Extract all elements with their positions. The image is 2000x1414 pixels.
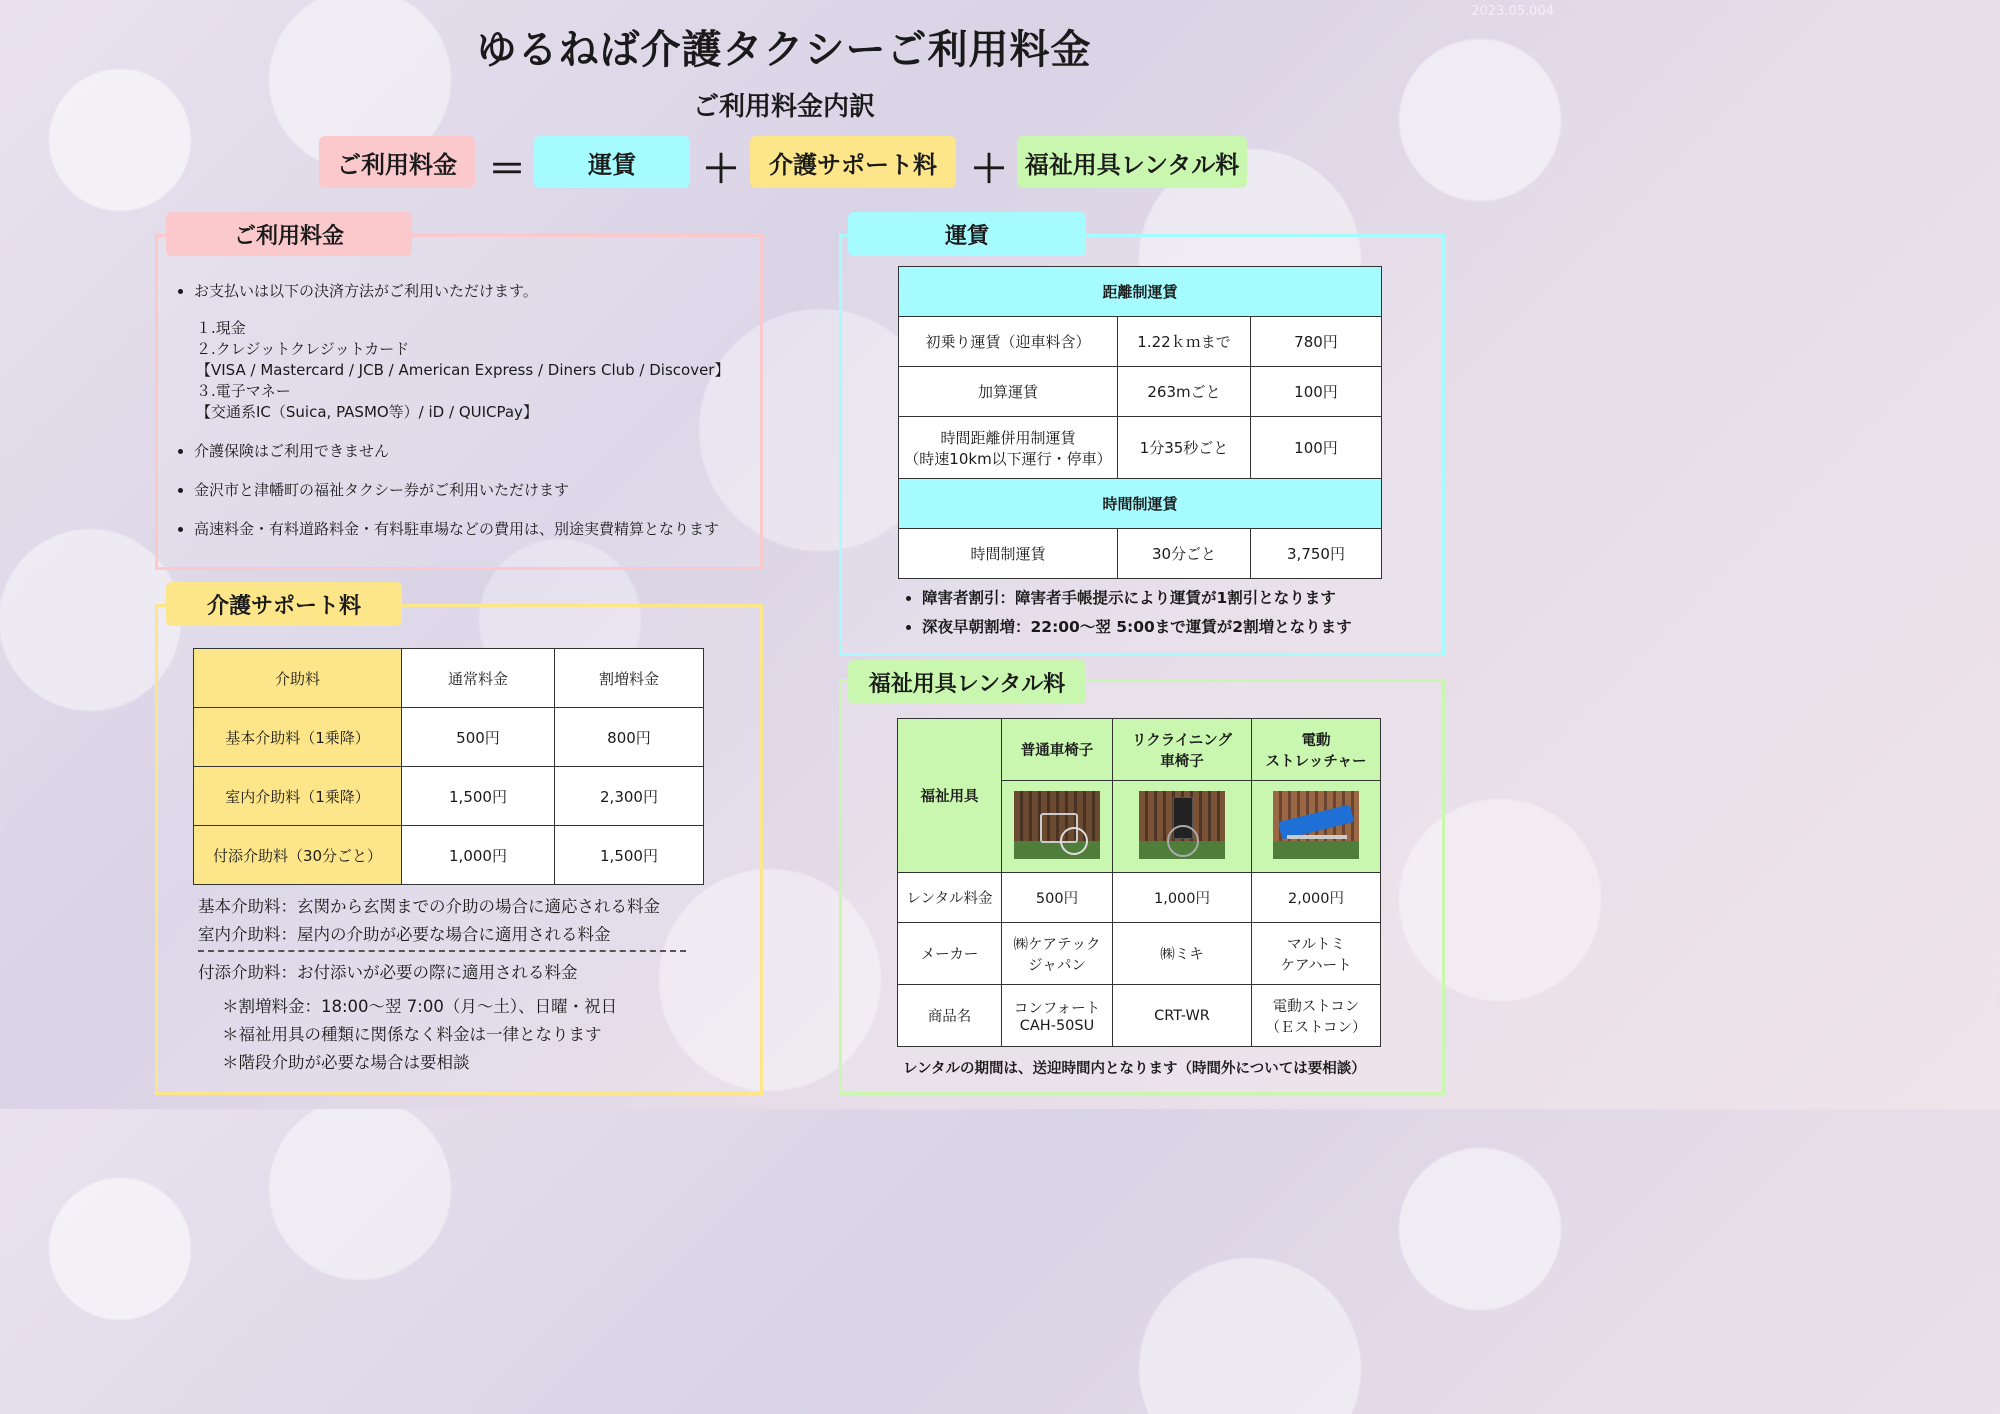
fare-note: • 深夜早朝割増：22:00～翌 5:00まで運賃が2割増となります xyxy=(922,617,1442,638)
rental-price: 1,000円 xyxy=(1113,873,1252,923)
support-desc: 基本介助料：玄関から玄関までの介助の場合に適応される料金 xyxy=(198,897,660,916)
equipment-photo-cell xyxy=(1252,781,1381,873)
support-surcharge-price: 1,500円 xyxy=(555,826,704,885)
fare-price: 780円 xyxy=(1251,317,1382,367)
rental-table xyxy=(897,718,1381,1047)
payment-method: 【交通系IC（Suica, PASMO等）/ iD / QUICPay】 xyxy=(196,403,538,421)
rental-note: レンタルの期間は、送迎時間内となります（時間外については要相談） xyxy=(903,1061,1366,1077)
fare-table xyxy=(898,266,1382,579)
support-header: 介助料 xyxy=(194,649,402,708)
payment-method: ２.クレジットクレジットカード xyxy=(196,340,410,358)
formula-plus-2: ＋ xyxy=(970,147,1009,191)
formula-equals: ＝ xyxy=(488,147,527,191)
support-table xyxy=(193,648,704,885)
maker-label: メーカー xyxy=(898,923,1002,985)
table-row xyxy=(899,417,1382,479)
equipment-photo-cell xyxy=(1002,781,1113,873)
table-row xyxy=(899,317,1382,367)
payment-method: ３.電子マネー xyxy=(196,382,291,400)
formula-support: 介護サポート料 xyxy=(750,136,956,188)
formula-plus-1: ＋ xyxy=(702,147,741,191)
support-note: ＊階段介助が必要な場合は要相談 xyxy=(222,1053,470,1072)
formula-fare: 運賃 xyxy=(534,136,690,188)
support-normal-price: 500円 xyxy=(402,708,555,767)
maker xyxy=(1252,923,1381,985)
fare-tab: 運賃 xyxy=(848,212,1086,256)
fare-price: 100円 xyxy=(1251,367,1382,417)
product-line1: コンフォート xyxy=(1013,1001,1101,1017)
payment-method: １.現金 xyxy=(196,319,246,337)
formula-rental: 福祉用具レンタル料 xyxy=(1017,136,1247,188)
rental-tab: 福祉用具レンタル料 xyxy=(848,660,1086,704)
table-header-row xyxy=(194,649,704,708)
product xyxy=(1002,985,1113,1047)
time-fare-header: 時間制運賃 xyxy=(899,479,1382,529)
reclining-wheelchair-photo xyxy=(1139,791,1225,859)
support-surcharge-price: 2,300円 xyxy=(555,767,704,826)
maker-line2: ジャパン xyxy=(1028,957,1086,974)
page-subtitle: ご利用料金内訳 xyxy=(692,92,875,122)
maker: ㈱ミキ xyxy=(1113,923,1252,985)
table-row xyxy=(898,923,1381,985)
support-normal-price: 1,000円 xyxy=(402,826,555,885)
table-row xyxy=(899,367,1382,417)
payment-intro: お支払いは以下の決済方法がご利用いただけます。 xyxy=(194,282,538,300)
fare-note: • 障害者割引：障害者手帳提示により運賃が1割引となります xyxy=(922,588,1442,609)
equipment-name-line2: 車椅子 xyxy=(1160,753,1204,770)
support-name: 基本介助料（1乗降） xyxy=(194,708,402,767)
support-tab: 介護サポート料 xyxy=(166,582,402,626)
table-row xyxy=(898,985,1381,1047)
product xyxy=(1252,985,1381,1047)
equipment-name-line2: ストレッチャー xyxy=(1265,753,1367,770)
fare-name: 時間制運賃 xyxy=(899,529,1118,579)
fare-price: 3,750円 xyxy=(1251,529,1382,579)
table-row xyxy=(899,529,1382,579)
maker xyxy=(1002,923,1113,985)
support-note: ＊福祉用具の種類に関係なく料金は一律となります xyxy=(222,1025,602,1044)
usage-list xyxy=(176,281,774,558)
support-name: 付添介助料（30分ごと） xyxy=(194,826,402,885)
support-desc: 付添介助料：お付添いが必要の際に適用される料金 xyxy=(198,963,578,982)
fare-price: 100円 xyxy=(1251,417,1382,479)
support-header: 割増料金 xyxy=(555,649,704,708)
fare-unit: 1分35秒ごと xyxy=(1118,417,1251,479)
support-normal-price: 1,500円 xyxy=(402,767,555,826)
support-desc: 室内介助料：屋内の介助が必要な場合に適用される料金 xyxy=(198,925,611,944)
usage-bullet: • 金沢市と津幡町の福祉タクシー券がご利用いただけます xyxy=(194,480,774,501)
support-header: 通常料金 xyxy=(402,649,555,708)
equipment-name: 普通車椅子 xyxy=(1002,719,1113,781)
dashed-divider xyxy=(198,950,686,952)
table-row xyxy=(194,767,704,826)
equipment-name-line1: 電動 xyxy=(1301,732,1331,749)
fare-name xyxy=(899,417,1118,479)
equipment-name xyxy=(1113,719,1252,781)
maker-line1: ㈱ケアテック xyxy=(1013,936,1101,953)
table-row xyxy=(898,873,1381,923)
fare-unit: 30分ごと xyxy=(1118,529,1251,579)
product-line1: 電動ストコン xyxy=(1272,998,1360,1015)
fare-notes xyxy=(904,588,1442,638)
table-row xyxy=(194,826,704,885)
equipment-name xyxy=(1252,719,1381,781)
product-line2: CAH-50SU xyxy=(1019,1018,1095,1034)
product-label: 商品名 xyxy=(898,985,1002,1047)
wheelchair-photo xyxy=(1014,791,1100,859)
formula-total: ご利用料金 xyxy=(319,136,475,188)
table-row xyxy=(194,708,704,767)
equipment-label: 福祉用具 xyxy=(898,719,1002,873)
page-title: ゆるねば介護タクシーご利用料金 xyxy=(476,27,1092,73)
rental-price: 500円 xyxy=(1002,873,1113,923)
fare-name: 初乗り運賃（迎車料含） xyxy=(899,317,1118,367)
distance-fare-header: 距離制運賃 xyxy=(899,267,1382,317)
maker-line2: ケアハート xyxy=(1280,957,1352,974)
support-note: ＊割増料金：18:00～翌 7:00（月～土）、日曜・祝日 xyxy=(222,997,618,1016)
product-line2: （Ｅストコン） xyxy=(1265,1019,1367,1036)
usage-bullet: • 高速料金・有料道路料金・有料駐車場などの費用は、別途実費精算となります xyxy=(194,519,774,540)
maker-line1: マルトミ xyxy=(1287,936,1345,953)
fare-name-line2: （時速10km以下運行・停車） xyxy=(904,449,1112,468)
usage-tab: ご利用料金 xyxy=(166,212,412,256)
payment-item xyxy=(194,281,774,423)
rental-price-label: レンタル料金 xyxy=(898,873,1002,923)
equipment-name-line1: リクライニング xyxy=(1132,732,1232,749)
fare-unit: 263mごと xyxy=(1118,367,1251,417)
equipment-photo-cell xyxy=(1113,781,1252,873)
rental-price: 2,000円 xyxy=(1252,873,1381,923)
support-surcharge-price: 800円 xyxy=(555,708,704,767)
stretcher-photo xyxy=(1273,791,1359,859)
fare-name: 加算運賃 xyxy=(899,367,1118,417)
fare-name-line1: 時間距離併用制運賃 xyxy=(940,428,1076,447)
watermark: 2023.05.004 xyxy=(1471,4,1554,19)
usage-bullet: • 介護保険はご利用できません xyxy=(194,441,774,462)
payment-method: 【VISA / Mastercard / JCB / American Express / Diners Club / Discover】 xyxy=(196,361,730,379)
fare-unit: 1.22ｋｍまで xyxy=(1118,317,1251,367)
product: CRT-WR xyxy=(1113,985,1252,1047)
support-name: 室内介助料（1乗降） xyxy=(194,767,402,826)
